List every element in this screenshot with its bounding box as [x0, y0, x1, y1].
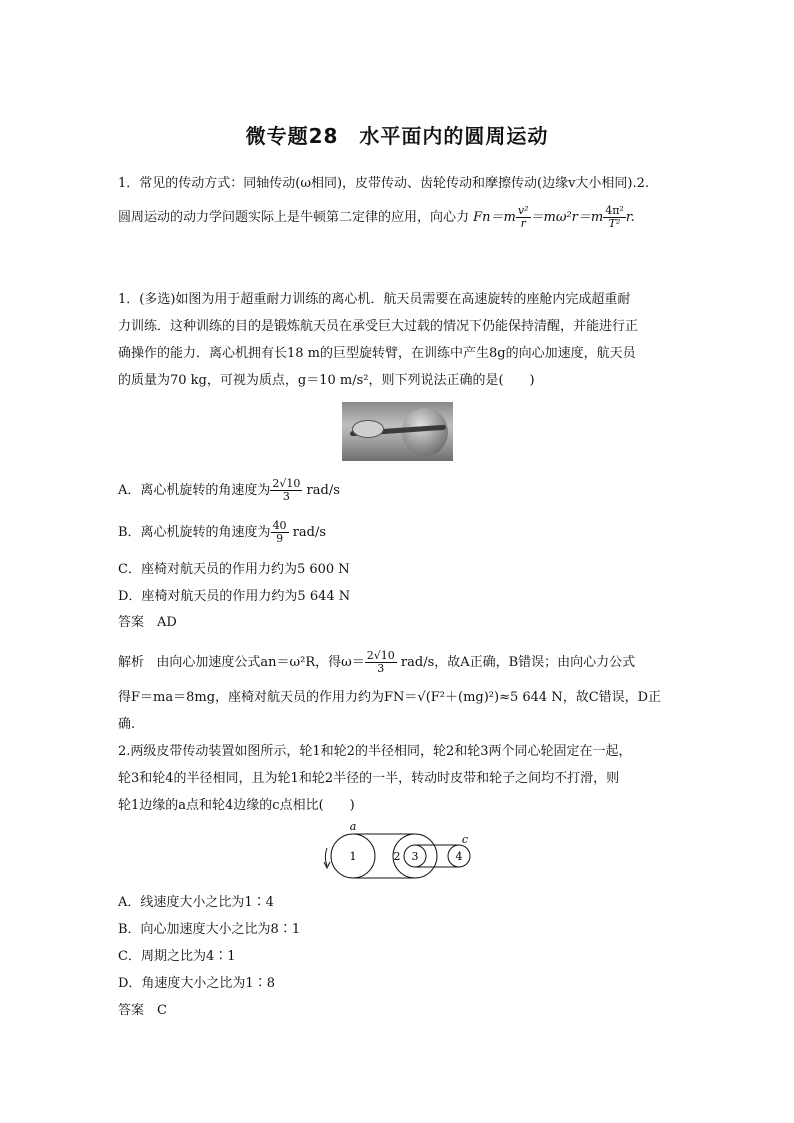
q2-stem-line-3: 轮1边缘的a点和轮4边缘的c点相比( )	[118, 798, 355, 813]
q1-stem-line-4: 的质量为70 kg，可视为质点，g＝10 m/s²，则下列说法正确的是( )	[118, 373, 535, 388]
wheel-4-label: 4	[455, 850, 463, 863]
q1-answer: 答案 AD	[118, 615, 177, 630]
q1-option-b-prefix: B．离心机旋转的角速度为	[118, 525, 271, 540]
q2-stem-line-2: 轮3和轮4的半径相同，且为轮1和轮2半径的一半，转动时皮带和轮子之间均不打滑，则	[118, 771, 620, 786]
point-c-label: c	[461, 833, 469, 846]
formula-prefix: Fn＝m	[473, 210, 516, 225]
q1-analysis-num: 2√10	[366, 649, 395, 662]
q1-option-b-den: 9	[276, 532, 284, 545]
centrifuge-pod	[352, 420, 384, 438]
intro-line-2	[118, 205, 635, 230]
frac-1-num: v²	[517, 204, 529, 217]
q1-option-b-frac	[271, 520, 289, 545]
formula-frac-2	[603, 205, 626, 230]
belt-drive-diagram	[315, 818, 480, 884]
point-a-label: a	[349, 820, 357, 833]
q2-option-a: A．线速度大小之比为1∶4	[118, 895, 274, 910]
q1-option-a-num: 2√10	[272, 477, 301, 490]
rotation-arrow-icon	[325, 848, 327, 866]
wheel-3-label: 3	[411, 850, 419, 863]
intro-line-2-text: 圆周运动的动力学问题实际上是牛顿第二定律的应用，向心力	[118, 210, 470, 225]
q2-answer: 答案 C	[118, 1003, 167, 1018]
q1-analysis-1a: 由向心加速度公式an＝ω²R，得ω＝	[156, 655, 365, 670]
frac-2-num: 4π²	[605, 204, 624, 217]
q1-analysis-frac	[365, 650, 397, 675]
formula-end: r.	[625, 210, 635, 225]
q1-analysis-1b: rad/s，故A正确，B错误；由向心力公式	[400, 655, 636, 670]
q1-option-a-unit: rad/s	[306, 483, 340, 498]
page-title: 微专题28 水平面内的圆周运动	[245, 124, 549, 148]
q1-analysis-line-1	[118, 650, 635, 675]
q1-option-a-prefix: A．离心机旋转的角速度为	[118, 483, 271, 498]
q1-option-b	[118, 520, 326, 545]
q1-analysis-line-2: 得F＝ma＝8mg，座椅对航天员的作用力约为FN＝√(F²＋(mg)²)≈5 644 N，故C错误，D正	[118, 690, 662, 705]
q1-stem-line-3: 确操作的能力．离心机拥有长18 m的巨型旋转臂，在训练中产生8g的向心加速度，航天员	[118, 346, 636, 361]
q1-stem-line-1: 1．(多选)如图为用于超重耐力训练的离心机．航天员需要在高速旋转的座舱内完成超重耐	[118, 292, 631, 307]
q2-option-d: D．角速度大小之比为1∶8	[118, 976, 275, 991]
intro-line-1: 1．常见的传动方式：同轴传动(ω相同)，皮带传动、齿轮传动和摩擦传动(边缘v大小相同).2.	[118, 176, 650, 191]
q2-option-c: C．周期之比为4∶1	[118, 949, 236, 964]
q2-stem-line-1: 2.两级皮带传动装置如图所示，轮1和轮2的半径相同，轮2和轮3两个同心轮固定在一起，	[118, 744, 632, 759]
q1-analysis-den: 3	[377, 662, 385, 675]
centrifuge-photo	[342, 402, 453, 461]
formula-frac-1	[516, 205, 531, 230]
q1-option-b-unit: rad/s	[292, 525, 327, 540]
formula-mid: ＝mω²r＝m	[530, 210, 604, 225]
q1-option-b-num: 40	[272, 519, 287, 532]
q1-option-d: D．座椅对航天员的作用力约为5 644 N	[118, 589, 351, 604]
q2-option-b: B．向心加速度大小之比为8∶1	[118, 922, 301, 937]
wheel-1-label: 1	[349, 850, 357, 863]
q1-stem-line-2: 力训练．这种训练的目的是锻炼航天员在承受巨大过载的情况下仍能保持清醒，并能进行正	[118, 319, 639, 334]
q1-option-a-frac	[270, 478, 302, 503]
q1-analysis-line-3: 确.	[118, 717, 136, 732]
q1-option-c: C．座椅对航天员的作用力约为5 600 N	[118, 562, 350, 577]
q1-analysis-label: 解析	[118, 655, 145, 670]
q1-option-a	[118, 478, 340, 503]
q1-option-a-den: 3	[282, 490, 290, 503]
frac-2-den: T²	[608, 217, 621, 230]
frac-1-den: r	[520, 217, 526, 230]
wheel-2-label: 2	[393, 850, 401, 863]
